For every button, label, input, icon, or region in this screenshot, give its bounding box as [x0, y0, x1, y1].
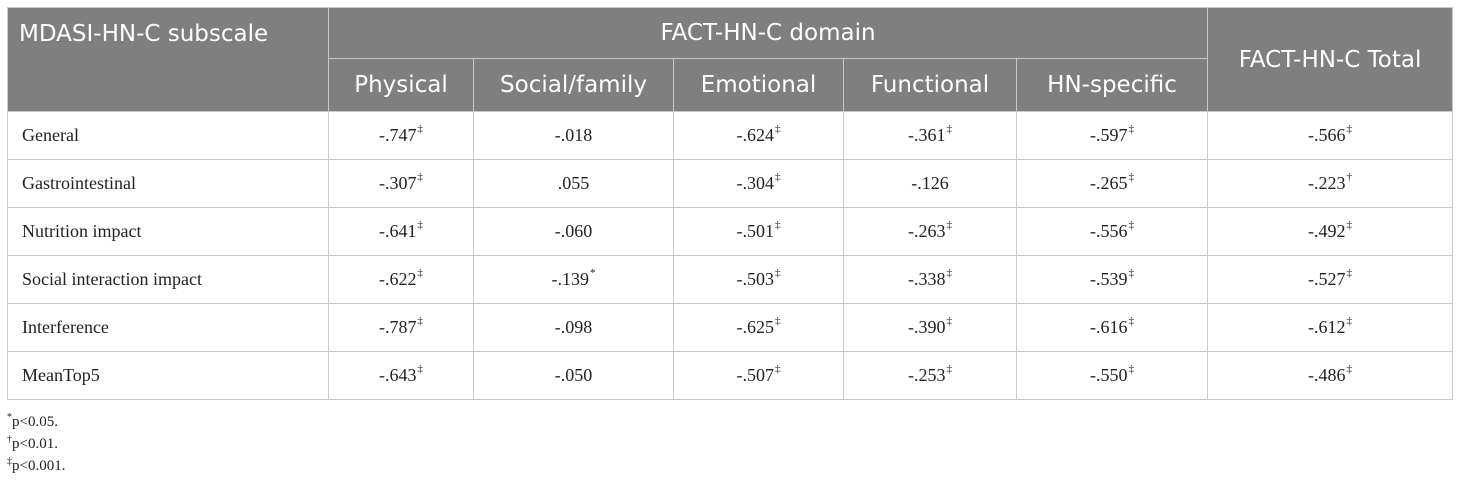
correlation-value: -.550 — [1090, 365, 1128, 385]
correlation-value: -.361 — [908, 125, 946, 145]
significance-mark: ‡ — [417, 315, 423, 327]
significance-mark: ‡ — [1128, 123, 1135, 135]
correlation-cell — [1017, 256, 1208, 304]
correlation-value: -.507 — [736, 365, 774, 385]
correlation-value: -.787 — [379, 317, 417, 337]
correlation-cell — [1208, 112, 1453, 160]
correlation-cell — [674, 256, 844, 304]
table-row — [8, 208, 1453, 256]
correlation-value: -.747 — [379, 125, 417, 145]
correlation-value: -.126 — [911, 173, 949, 193]
significance-mark: ‡ — [1128, 171, 1135, 183]
table-row — [8, 112, 1453, 160]
table-row — [8, 304, 1453, 352]
correlation-value: -.390 — [908, 317, 946, 337]
correlation-cell — [844, 112, 1017, 160]
row-label: General — [8, 112, 329, 160]
correlation-value: -.050 — [554, 365, 593, 385]
significance-mark: ‡ — [946, 363, 952, 375]
significance-mark: ‡ — [775, 315, 781, 327]
significance-mark: ‡ — [946, 315, 952, 327]
correlation-value: -.223 — [1308, 173, 1346, 193]
correlation-cell — [674, 160, 844, 208]
correlation-value: -.139 — [551, 269, 589, 289]
table-row — [8, 352, 1453, 400]
correlation-value: -.641 — [379, 221, 417, 241]
correlation-value: -.265 — [1090, 173, 1128, 193]
correlation-cell — [1208, 256, 1453, 304]
correlation-table — [7, 7, 1453, 400]
correlation-value: -.503 — [736, 269, 774, 289]
correlation-cell — [844, 304, 1017, 352]
correlation-cell — [1208, 352, 1453, 400]
footnote — [7, 455, 65, 477]
correlation-cell — [844, 208, 1017, 256]
correlation-value: -.304 — [736, 173, 774, 193]
significance-mark: ‡ — [417, 219, 423, 231]
correlation-value: -.566 — [1308, 125, 1346, 145]
correlation-value: -.625 — [736, 317, 774, 337]
correlation-value: -.527 — [1308, 269, 1346, 289]
significance-mark: ‡ — [1346, 267, 1353, 279]
correlation-cell — [1208, 304, 1453, 352]
footnotes — [7, 411, 65, 477]
correlation-value: -.643 — [379, 365, 417, 385]
table-row — [8, 160, 1453, 208]
significance-mark: ‡ — [1128, 315, 1135, 327]
correlation-table-container — [7, 7, 1452, 400]
correlation-cell — [844, 256, 1017, 304]
correlation-cell — [844, 352, 1017, 400]
significance-mark: ‡ — [1346, 123, 1353, 135]
correlation-cell — [1208, 160, 1453, 208]
header-total: FACT-HN-C Total — [1208, 8, 1453, 112]
correlation-value: -.307 — [379, 173, 417, 193]
significance-mark: ‡ — [417, 123, 423, 135]
correlation-cell — [329, 256, 474, 304]
correlation-cell — [329, 208, 474, 256]
header-subscale: MDASI-HN-C subscale — [8, 8, 329, 112]
footnote-text: p<0.05. — [12, 414, 58, 430]
table-body — [8, 112, 1453, 400]
header-hn-specific: HN-specific — [1017, 59, 1208, 112]
significance-mark: ‡ — [417, 267, 423, 279]
correlation-cell — [1017, 112, 1208, 160]
correlation-value: -.486 — [1308, 365, 1346, 385]
significance-mark: ‡ — [1346, 315, 1353, 327]
significance-mark: ‡ — [775, 171, 781, 183]
correlation-cell — [1017, 304, 1208, 352]
correlation-cell — [474, 112, 674, 160]
significance-mark: ‡ — [946, 123, 952, 135]
significance-mark: ‡ — [1346, 363, 1353, 375]
header-social-family: Social/family — [474, 59, 674, 112]
correlation-value: -.018 — [554, 125, 593, 145]
correlation-value: -.624 — [736, 125, 774, 145]
row-label: Gastrointestinal — [8, 160, 329, 208]
correlation-value: -.616 — [1090, 317, 1128, 337]
correlation-value: -.501 — [736, 221, 774, 241]
correlation-value: -.253 — [908, 365, 946, 385]
footnote-mark: * — [7, 412, 12, 423]
header-emotional: Emotional — [674, 59, 844, 112]
correlation-cell — [674, 352, 844, 400]
significance-mark: ‡ — [775, 363, 781, 375]
significance-mark: ‡ — [1128, 363, 1135, 375]
footnote-mark: ‡ — [7, 456, 12, 467]
footnote-mark: † — [7, 434, 12, 445]
footnote — [7, 411, 65, 433]
significance-mark: ‡ — [775, 219, 781, 231]
row-label: Social interaction impact — [8, 256, 329, 304]
header-domain-group: FACT-HN-C domain — [329, 8, 1208, 59]
header-functional: Functional — [844, 59, 1017, 112]
correlation-cell — [474, 352, 674, 400]
table-row — [8, 256, 1453, 304]
footnote-text: p<0.001. — [12, 458, 66, 474]
correlation-value: -.492 — [1308, 221, 1346, 241]
significance-mark: * — [590, 267, 596, 279]
footnote-text: p<0.01. — [12, 436, 58, 452]
correlation-cell — [1017, 160, 1208, 208]
correlation-cell — [474, 304, 674, 352]
correlation-cell — [474, 160, 674, 208]
significance-mark: ‡ — [417, 363, 423, 375]
significance-mark: ‡ — [946, 219, 952, 231]
correlation-cell — [844, 160, 1017, 208]
significance-mark: ‡ — [1346, 219, 1353, 231]
correlation-value: -.060 — [554, 221, 593, 241]
significance-mark: † — [1346, 171, 1353, 183]
correlation-value: -.597 — [1090, 125, 1128, 145]
correlation-value: .055 — [557, 173, 590, 193]
correlation-cell — [474, 208, 674, 256]
row-label: MeanTop5 — [8, 352, 329, 400]
significance-mark: ‡ — [1128, 219, 1135, 231]
significance-mark: ‡ — [1128, 267, 1135, 279]
correlation-cell — [1017, 208, 1208, 256]
header-physical: Physical — [329, 59, 474, 112]
correlation-cell — [329, 112, 474, 160]
row-label: Interference — [8, 304, 329, 352]
significance-mark: ‡ — [417, 171, 423, 183]
significance-mark: ‡ — [775, 267, 781, 279]
correlation-cell — [1208, 208, 1453, 256]
row-label: Nutrition impact — [8, 208, 329, 256]
correlation-cell — [674, 112, 844, 160]
correlation-value: -.556 — [1090, 221, 1128, 241]
correlation-cell — [1017, 352, 1208, 400]
correlation-cell — [329, 160, 474, 208]
correlation-value: -.612 — [1308, 317, 1346, 337]
correlation-value: -.622 — [379, 269, 417, 289]
correlation-value: -.539 — [1090, 269, 1128, 289]
correlation-cell — [329, 304, 474, 352]
correlation-value: -.338 — [908, 269, 946, 289]
correlation-cell — [474, 256, 674, 304]
footnote — [7, 433, 65, 455]
correlation-value: -.098 — [554, 317, 593, 337]
correlation-cell — [329, 352, 474, 400]
correlation-cell — [674, 208, 844, 256]
correlation-cell — [674, 304, 844, 352]
significance-mark: ‡ — [775, 123, 781, 135]
significance-mark: ‡ — [946, 267, 952, 279]
correlation-value: -.263 — [908, 221, 946, 241]
